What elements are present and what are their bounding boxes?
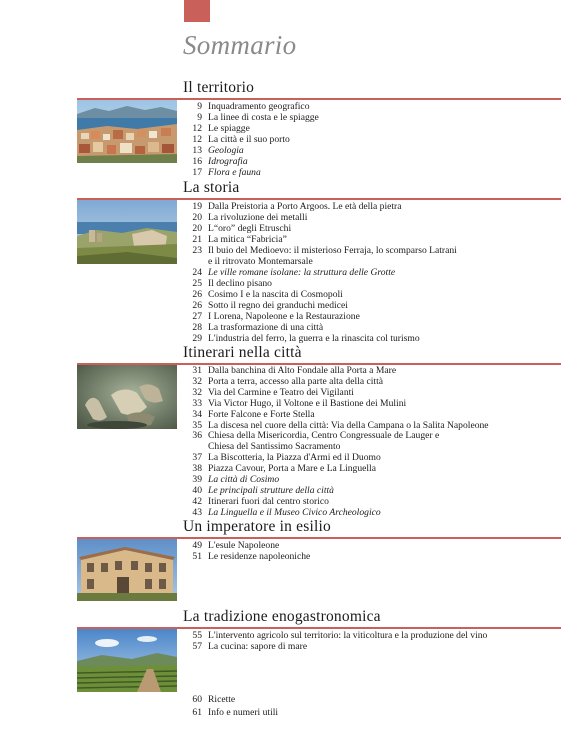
entry-title: Porta a terra, accesso alla parte alta della città (208, 375, 383, 387)
toc-entry[interactable] (183, 300, 559, 311)
page-number: 61 (192, 707, 202, 718)
entry-title: Via Victor Hugo, il Voltone e il Bastione dei Mulini (208, 397, 407, 409)
page-number: 25 (192, 278, 202, 289)
entry-title: La rivoluzione dei metalli (208, 212, 308, 223)
entry-title: La discesa nel cuore della città: Via della Campana o la Salita Napoleone (208, 419, 489, 431)
entry-list (183, 201, 559, 344)
entry-title: La linee di costa e le spiagge (208, 112, 319, 123)
accent-tab (184, 0, 210, 22)
toc-entry[interactable] (183, 333, 559, 344)
page-number: 16 (192, 156, 202, 167)
toc-entry[interactable] (183, 278, 559, 289)
entry-title: L'intervento agricolo sul territorio: la viticoltura e la produzione del vino (208, 630, 488, 641)
entry-title: e il ritrovato Montemarsale (208, 256, 313, 267)
page-number: 37 (192, 452, 202, 464)
entry-title: Le residenze napoleoniche (208, 551, 311, 562)
page-number: 34 (192, 408, 202, 420)
toc-entry[interactable] (183, 540, 559, 551)
page-number: 39 (192, 474, 202, 486)
page-number: 43 (192, 506, 202, 518)
page-number: 9 (197, 112, 202, 123)
page-number: 20 (192, 223, 202, 234)
entry-title: La città e il suo porto (208, 134, 290, 145)
page-number: 31 (192, 365, 202, 376)
section-title[interactable]: La storia (183, 179, 240, 196)
toc-entry[interactable] (183, 156, 559, 167)
toc-entry[interactable] (183, 630, 559, 641)
page-number: 51 (192, 551, 202, 562)
page-number: 19 (192, 201, 202, 212)
section-title[interactable]: Un imperatore in esilio (183, 518, 331, 535)
toc-entry[interactable] (183, 212, 559, 223)
page-number: 38 (192, 463, 202, 475)
entry-title: I Lorena, Napoleone e la Restaurazione (208, 311, 360, 322)
entry-title: Le principali strutture della città (208, 484, 334, 496)
page-number: 57 (192, 641, 202, 652)
entry-title: L'industria del ferro, la guerra e la rinascita col turismo (208, 333, 420, 344)
toc-entry[interactable] (183, 101, 559, 112)
entry-title: Il buio del Medioevo: il misterioso Ferraja, lo scomparso Latrani (208, 245, 457, 256)
entry-title: Info e numeri utili (208, 707, 279, 718)
toc-entry[interactable] (183, 123, 559, 134)
entry-title: Dalla banchina di Alto Fondale alla Porta a Mare (208, 365, 397, 376)
toc-entry[interactable] (183, 551, 559, 562)
page-number: 36 (192, 430, 202, 442)
page-number: 32 (192, 375, 202, 387)
entry-list (183, 101, 559, 178)
entry-list (183, 366, 559, 519)
page-number: 27 (192, 311, 202, 322)
entry-title: Geologia (208, 145, 244, 156)
entry-title: Flora e fauna (208, 167, 261, 178)
toc-entry[interactable] (183, 145, 559, 156)
entry-list (183, 540, 559, 562)
page-number: 17 (192, 167, 202, 178)
entry-title: Le spiagge (208, 123, 250, 134)
toc-entry[interactable] (183, 134, 559, 145)
toc-entry[interactable] (183, 399, 559, 410)
section-title[interactable]: La tradizione enogastronomica (183, 608, 381, 625)
entry-title: Itinerari fuori dal centro storico (208, 495, 329, 507)
page-number: 60 (192, 694, 202, 705)
page-number: 13 (192, 145, 202, 156)
toc-entry[interactable] (183, 267, 559, 278)
page-number: 26 (192, 289, 202, 300)
page-number: 28 (192, 322, 202, 333)
entry-title: Forte Falcone e Forte Stella (208, 408, 315, 420)
page-number (183, 256, 202, 267)
section-title[interactable]: Itinerari nella città (183, 344, 302, 361)
entry-title: L“oro” degli Etruschi (208, 223, 292, 234)
page-number: 12 (192, 123, 202, 134)
entry-title: Inquadramento geografico (208, 101, 310, 112)
page-number: 26 (192, 300, 202, 311)
entry-title: Dalla Preistoria a Porto Argoos. Le età della pietra (208, 201, 402, 212)
entry-title: Ricette (208, 694, 236, 705)
page-number: 24 (192, 267, 202, 278)
entry-title: La Biscotteria, la Piazza d'Armi ed il Duomo (208, 452, 381, 464)
entry-title: Le ville romane isolane: la struttura delle Grotte (208, 267, 396, 278)
page-number: 55 (192, 630, 202, 641)
toc-entry[interactable] (183, 322, 559, 333)
napoleon-residence-photo (77, 539, 177, 601)
entry-list (183, 630, 559, 652)
toc-entry-continuation[interactable] (183, 256, 559, 267)
entry-title: Sotto il regno dei granduchi medicei (208, 300, 348, 311)
page-number: 33 (192, 397, 202, 409)
section-title[interactable]: Il territorio (183, 79, 255, 96)
toc-entry[interactable] (183, 311, 559, 322)
entry-title: Idrografia (208, 156, 248, 167)
page-number: 32 (192, 386, 202, 398)
page-title: Sommario (183, 30, 297, 60)
entry-title: Piazza Cavour, Porta a Mare e La Linguella (208, 463, 376, 475)
toc-entry[interactable] (183, 234, 559, 245)
page-number: 23 (192, 245, 202, 256)
toc-entry[interactable] (183, 223, 559, 234)
entry-title: La mitica “Fabricia” (208, 234, 287, 245)
page-number: 21 (192, 234, 202, 245)
page-number: 12 (192, 134, 202, 145)
toc-entry[interactable] (183, 245, 559, 256)
page-number: 42 (192, 495, 202, 507)
entry-title: Via del Carmine e Teatro dei Vigilanti (208, 386, 354, 398)
coastal-ruins-photo (77, 200, 177, 264)
page-number: 40 (192, 484, 202, 496)
page-number: 35 (192, 419, 202, 431)
harbor-town-photo (77, 100, 177, 163)
entry-title: Il declino pisano (208, 278, 272, 289)
amphorae-photo (77, 365, 177, 429)
entry-title: La Linguella e il Museo Civico Archeologico (208, 506, 381, 518)
entry-title: La trasformazione di una città (208, 322, 324, 333)
page-number: 49 (192, 540, 202, 551)
entry-title: Chiesa della Misericordia, Centro Congressuale de Lauger e (208, 430, 440, 442)
toc-entry[interactable] (183, 289, 559, 300)
entry-title: La cucina: sapore di mare (208, 641, 308, 652)
page-number: 20 (192, 212, 202, 223)
toc-entry[interactable] (183, 706, 559, 719)
toc-entry[interactable] (183, 201, 559, 212)
toc-entry[interactable] (183, 693, 559, 706)
closing-entry-list (183, 693, 559, 719)
entry-title: La città di Cosimo (208, 474, 280, 486)
toc-entry[interactable] (183, 410, 559, 421)
toc-entry[interactable] (183, 112, 559, 123)
page-number: 29 (192, 333, 202, 344)
entry-title: Cosimo I e la nascita di Cosmopoli (208, 289, 343, 300)
entry-title: L'esule Napoleone (208, 540, 280, 551)
page-number: 9 (197, 101, 202, 112)
toc-entry[interactable] (183, 167, 559, 178)
vineyard-photo (77, 629, 177, 692)
entry-title: Chiesa del Santissimo Sacramento (208, 441, 341, 453)
toc-entry[interactable] (183, 641, 559, 652)
